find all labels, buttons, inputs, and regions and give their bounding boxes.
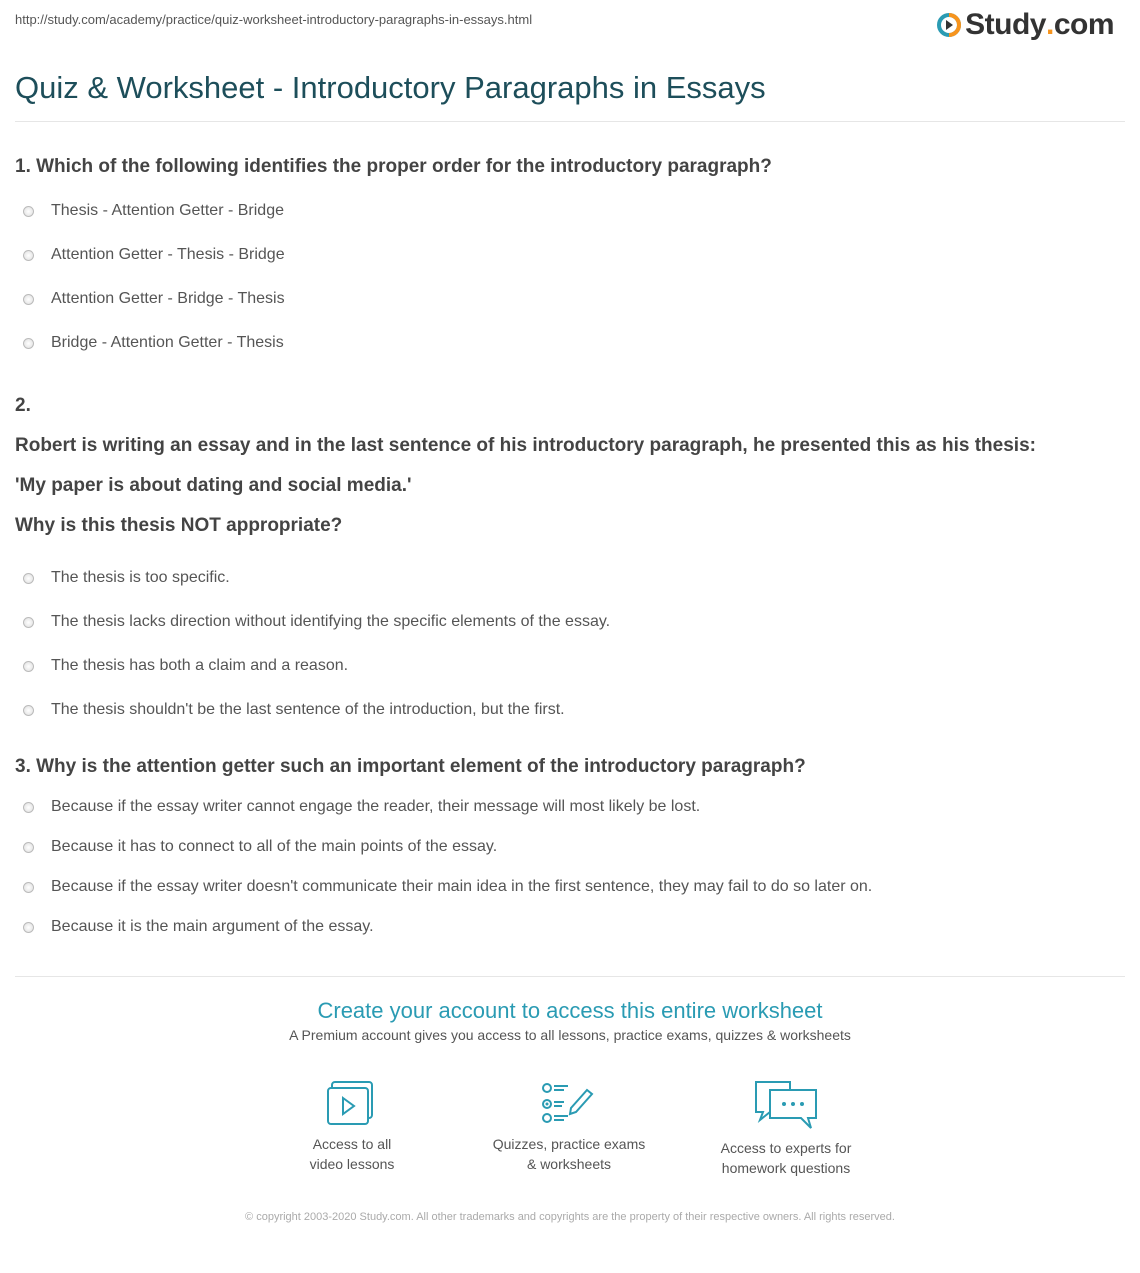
radio-icon[interactable] — [23, 294, 34, 305]
answer-option[interactable] — [15, 827, 1125, 867]
answer-option[interactable] — [15, 189, 1125, 233]
feature-experts — [686, 1080, 886, 1178]
option-label: Because it has to connect to all of the main points of the essay. — [51, 838, 498, 855]
question-text: Robert is writing an essay and in the last sentence of his introductory paragraph, he presented this as his thesis: — [15, 435, 1036, 456]
option-label: The thesis has both a claim and a reason. — [51, 657, 349, 674]
answer-option[interactable] — [15, 644, 1125, 688]
option-label: Attention Getter - Bridge - Thesis — [51, 290, 285, 307]
feature-label: Quizzes, practice exams — [492, 1136, 646, 1152]
feature-label: video lessons — [309, 1156, 395, 1172]
answer-option[interactable] — [15, 233, 1125, 277]
radio-icon[interactable] — [23, 882, 34, 893]
feature-label: Access to all — [312, 1136, 392, 1152]
answer-option[interactable] — [15, 787, 1125, 827]
answer-option[interactable] — [15, 688, 1125, 732]
feature-video-lessons — [252, 1080, 452, 1174]
radio-icon[interactable] — [23, 206, 34, 217]
option-label: Because if the essay writer cannot engage the reader, their message will most likely be lost. — [51, 798, 701, 815]
video-lessons-icon — [326, 1080, 378, 1126]
radio-icon[interactable] — [23, 617, 34, 628]
logo-text: Study — [965, 8, 1046, 41]
option-label: Because it is the main argument of the essay. — [51, 918, 374, 935]
logo-dot: . — [1045, 8, 1054, 41]
question-number: 2. — [15, 395, 31, 416]
cta-title-link[interactable]: Create your account to access this entire worksheet — [317, 998, 823, 1023]
option-label: The thesis lacks direction without identifying the specific elements of the essay. — [51, 613, 611, 630]
divider — [15, 121, 1125, 122]
answer-option[interactable] — [15, 907, 1125, 947]
option-label: Thesis - Attention Getter - Bridge — [51, 202, 284, 219]
answer-option[interactable] — [15, 867, 1125, 907]
option-label: Bridge - Attention Getter - Thesis — [51, 334, 284, 351]
feature-label: homework questions — [721, 1160, 851, 1176]
question-3 — [15, 747, 1125, 947]
feature-label: Access to experts for — [720, 1140, 852, 1156]
question-2 — [15, 386, 1125, 732]
answer-option[interactable] — [15, 556, 1125, 600]
study-logo[interactable] — [937, 8, 1114, 42]
cta-subtitle: A Premium account gives you access to all lessons, practice exams, quizzes & worksheets — [289, 1027, 851, 1043]
option-label: Attention Getter - Thesis - Bridge — [51, 246, 285, 263]
quiz-checklist-icon — [541, 1080, 597, 1126]
radio-icon[interactable] — [23, 573, 34, 584]
question-quote: 'My paper is about dating and social media.' — [15, 475, 412, 496]
radio-icon[interactable] — [23, 250, 34, 261]
page-url: http://study.com/academy/practice/quiz-worksheet-introductory-paragraphs-in-essays.html — [15, 12, 533, 27]
divider — [15, 976, 1125, 977]
option-label: Because if the essay writer doesn't communicate their main idea in the first sentence, they may fail to do so later on. — [51, 878, 873, 895]
radio-icon[interactable] — [23, 802, 34, 813]
answer-option[interactable] — [15, 600, 1125, 644]
copyright: © copyright 2003-2020 Study.com. All other trademarks and copyrights are the property of their respective owners. All rights reserved. — [245, 1211, 895, 1223]
radio-icon[interactable] — [23, 922, 34, 933]
feature-label: & worksheets — [526, 1156, 612, 1172]
answer-option[interactable] — [15, 277, 1125, 321]
answer-option[interactable] — [15, 321, 1125, 365]
radio-icon[interactable] — [23, 661, 34, 672]
question-text: 3. Why is the attention getter such an important element of the introductory paragraph? — [15, 756, 806, 777]
play-logo-icon — [937, 13, 961, 37]
option-label: The thesis shouldn't be the last sentence of the introduction, but the first. — [51, 701, 565, 718]
question-prompt: Why is this thesis NOT appropriate? — [15, 515, 343, 536]
question-1 — [15, 147, 1125, 365]
page-title: Quiz & Worksheet - Introductory Paragraphs in Essays — [15, 70, 766, 105]
radio-icon[interactable] — [23, 842, 34, 853]
feature-quizzes — [469, 1080, 669, 1174]
logo-tld: com — [1053, 8, 1114, 41]
signup-cta — [0, 998, 1140, 1043]
chat-bubbles-icon — [754, 1080, 818, 1130]
radio-icon[interactable] — [23, 338, 34, 349]
question-text: 1. Which of the following identifies the proper order for the introductory paragraph? — [15, 156, 772, 177]
option-label: The thesis is too specific. — [51, 569, 230, 586]
radio-icon[interactable] — [23, 705, 34, 716]
